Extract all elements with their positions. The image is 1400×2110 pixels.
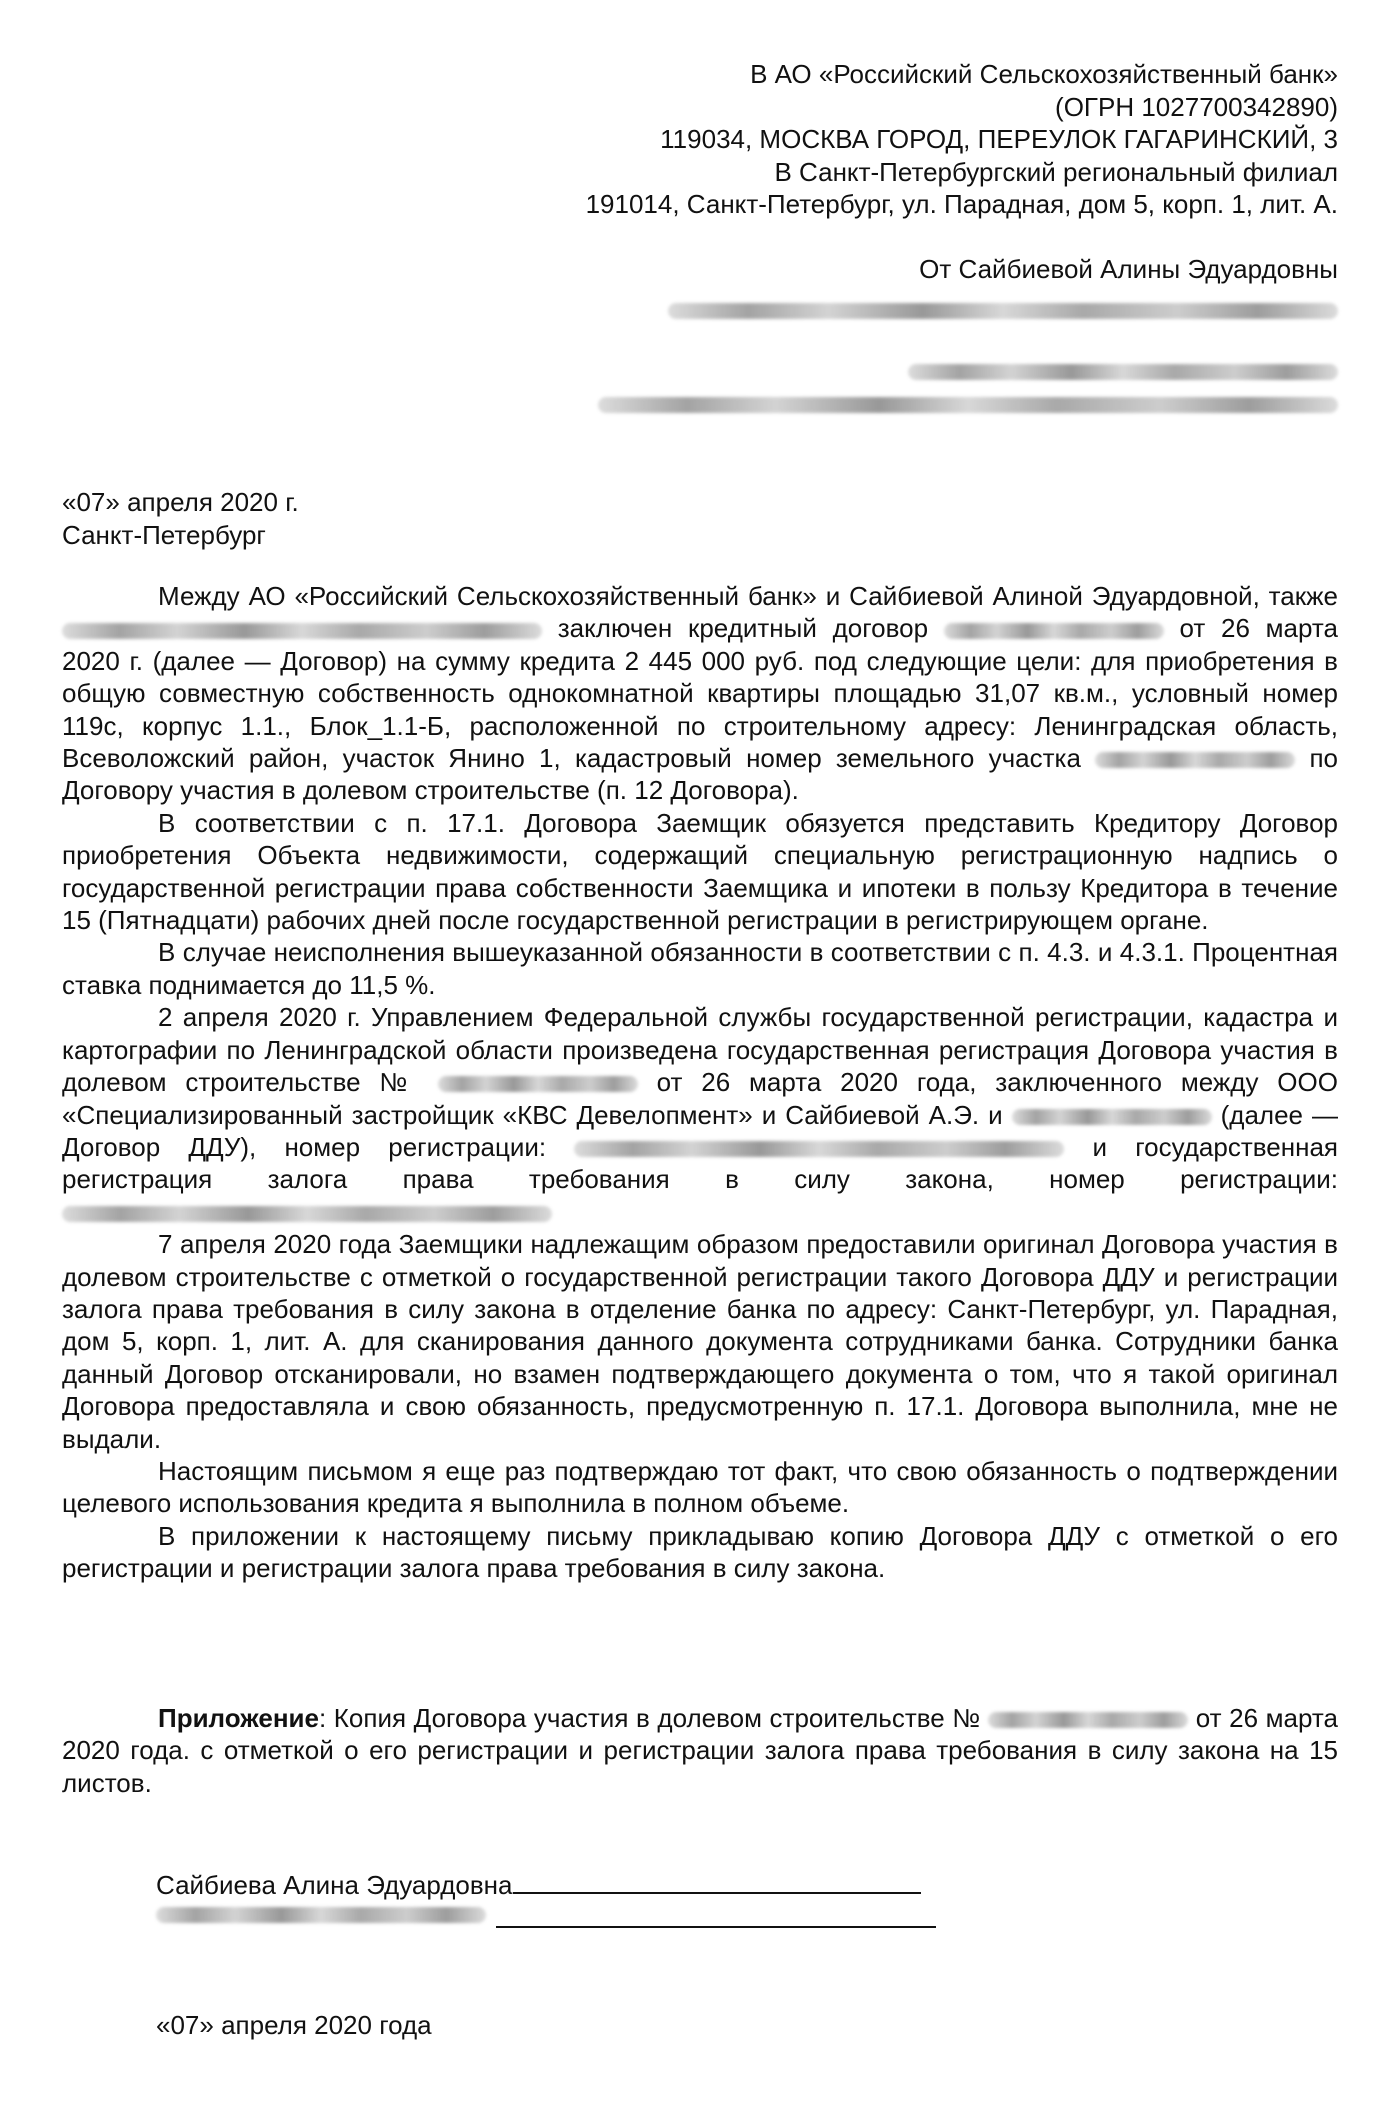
redacted-sender-line xyxy=(908,364,1338,380)
signature-line xyxy=(513,1868,921,1894)
paragraph: Настоящим письмом я еще раз подтверждаю тот факт, что свою обязанность о подтверждении целевого использования кредита я выполнила в полном объеме. xyxy=(62,1455,1338,1519)
signature-block xyxy=(156,1868,936,1928)
paragraph: Между АО «Российский Сельскохозяйственный банк» и Сайбиевой Алиной Эдуардовной, также заключен кредитный договор от 26 марта 2020 г. (далее — Договор) на сумму кредита 2 445 000 руб. под следующие цели: для приобретения в общую совместную собственность однокомнатной квартиры площадью 31,07 кв.м., условный номер 119с, корпус 1.1., Блок_1.1-Б, расположенной по строительному адресу: Ленинградская область, Всеволожский район, участок Янино 1, кадастровый номер земельного участка по Договору участия в долевом строительстве (п. 12 Договора). xyxy=(62,581,1338,806)
addressee-address: 119034, МОСКВА ГОРОД, ПЕРЕУЛОК ГАГАРИНСКИЙ, 3 xyxy=(660,124,1338,154)
addressee-branch: В Санкт-Петербургский региональный филиал xyxy=(774,156,1338,187)
sender-name: От Сайбиевой Алины Эдуардовны xyxy=(919,254,1338,284)
redacted-field xyxy=(62,1206,552,1222)
closing-date: «07» апреля 2020 года xyxy=(156,2010,432,2040)
redacted-field xyxy=(1012,1109,1212,1125)
addressee-bank: В АО «Российский Сельскохозяйственный банк» xyxy=(750,59,1338,89)
redacted-field xyxy=(574,1141,1064,1157)
addressee-ogrn: (ОГРН 1027700342890) xyxy=(1055,91,1338,122)
paragraph: В соответствии с п. 17.1. Договора Заемщик обязуется представить Кредитору Договор приобретения Объекта недвижимости, содержащий специальную регистрационную надпись о государственной регистрации права собственности Заемщика и ипотеки в пользу Кредитора в течение 15 (Пятнадцати) рабочих дней после государственной регистрации в регистрирующем органе. xyxy=(62,807,1338,936)
paragraph: В приложении к настоящему письму прикладываю копию Договора ДДУ с отметкой о его регистрации и регистрации залога права требования в силу закона. xyxy=(62,1520,1338,1584)
letter-date: «07» апреля 2020 г. xyxy=(62,487,299,517)
addressee-block xyxy=(438,58,1338,221)
signature-row xyxy=(156,1868,936,1902)
redacted-field xyxy=(62,623,542,639)
redacted-field xyxy=(1095,752,1295,768)
paragraph: 2 апреля 2020 г. Управлением Федеральной службы государственной регистрации, кадастра и картографии по Ленинградской области произведена государственная регистрация Договора участия в долевом строительстве № от 26 марта 2020 года, заключенного между ООО «Специализированный застройщик «КВС Девелопмент» и Сайбиевой А.Э. и (далее — Договор ДДУ), номер регистрации: и государственная регистрация залога права требования в силу закона, номер регистрации: xyxy=(62,1001,1338,1228)
sender-block xyxy=(438,253,1338,286)
redacted-signer-name xyxy=(156,1907,486,1923)
signature-line xyxy=(496,1902,936,1928)
paragraph: В случае неисполнения вышеуказанной обязанности в соответствии с п. 4.3. и 4.3.1. Процентная ставка поднимается до 11,5 %. xyxy=(62,937,1338,1000)
annex-label: Приложение xyxy=(158,1703,319,1733)
addressee-branch-address: 191014, Санкт-Петербург, ул. Парадная, дом 5, корп. 1, лит. А. xyxy=(585,189,1338,219)
annex-block xyxy=(62,1702,1338,1799)
redacted-field xyxy=(438,1076,638,1092)
redacted-field xyxy=(944,623,1164,639)
letter-city: Санкт-Петербург xyxy=(62,519,266,550)
redacted-sender-line xyxy=(668,303,1338,319)
redacted-sender-line xyxy=(598,397,1338,413)
annex-paragraph: Приложение: Копия Договора участия в долевом строительстве № от 26 марта 2020 года. с отметкой о его регистрации и регистрации залога права требования в силу закона на 15 листов. xyxy=(62,1703,1338,1798)
date-place-block xyxy=(62,486,299,551)
paragraph: 7 апреля 2020 года Заемщики надлежащим образом предоставили оригинал Договора участия в долевом строительстве с отметкой о государственной регистрации такого Договора ДДУ и регистрации залога права требования в силу закона в отделение банка по адресу: Санкт-Петербург, ул. Парадная, дом 5, корп. 1, лит. А. для сканирования данного документа сотрудниками банка. Сотрудники банка данный Договор отсканировали, но взамен подтверждающего документа о том, что я такой оригинал Договора предоставляла и свою обязанность, предусмотренную п. 17.1. Договора выполнила, мне не выдали. xyxy=(62,1229,1338,1454)
signer-name: Сайбиева Алина Эдуардовна xyxy=(156,1870,513,1900)
redacted-field xyxy=(988,1712,1188,1728)
signature-row xyxy=(156,1902,936,1928)
letter-body xyxy=(62,580,1338,1585)
